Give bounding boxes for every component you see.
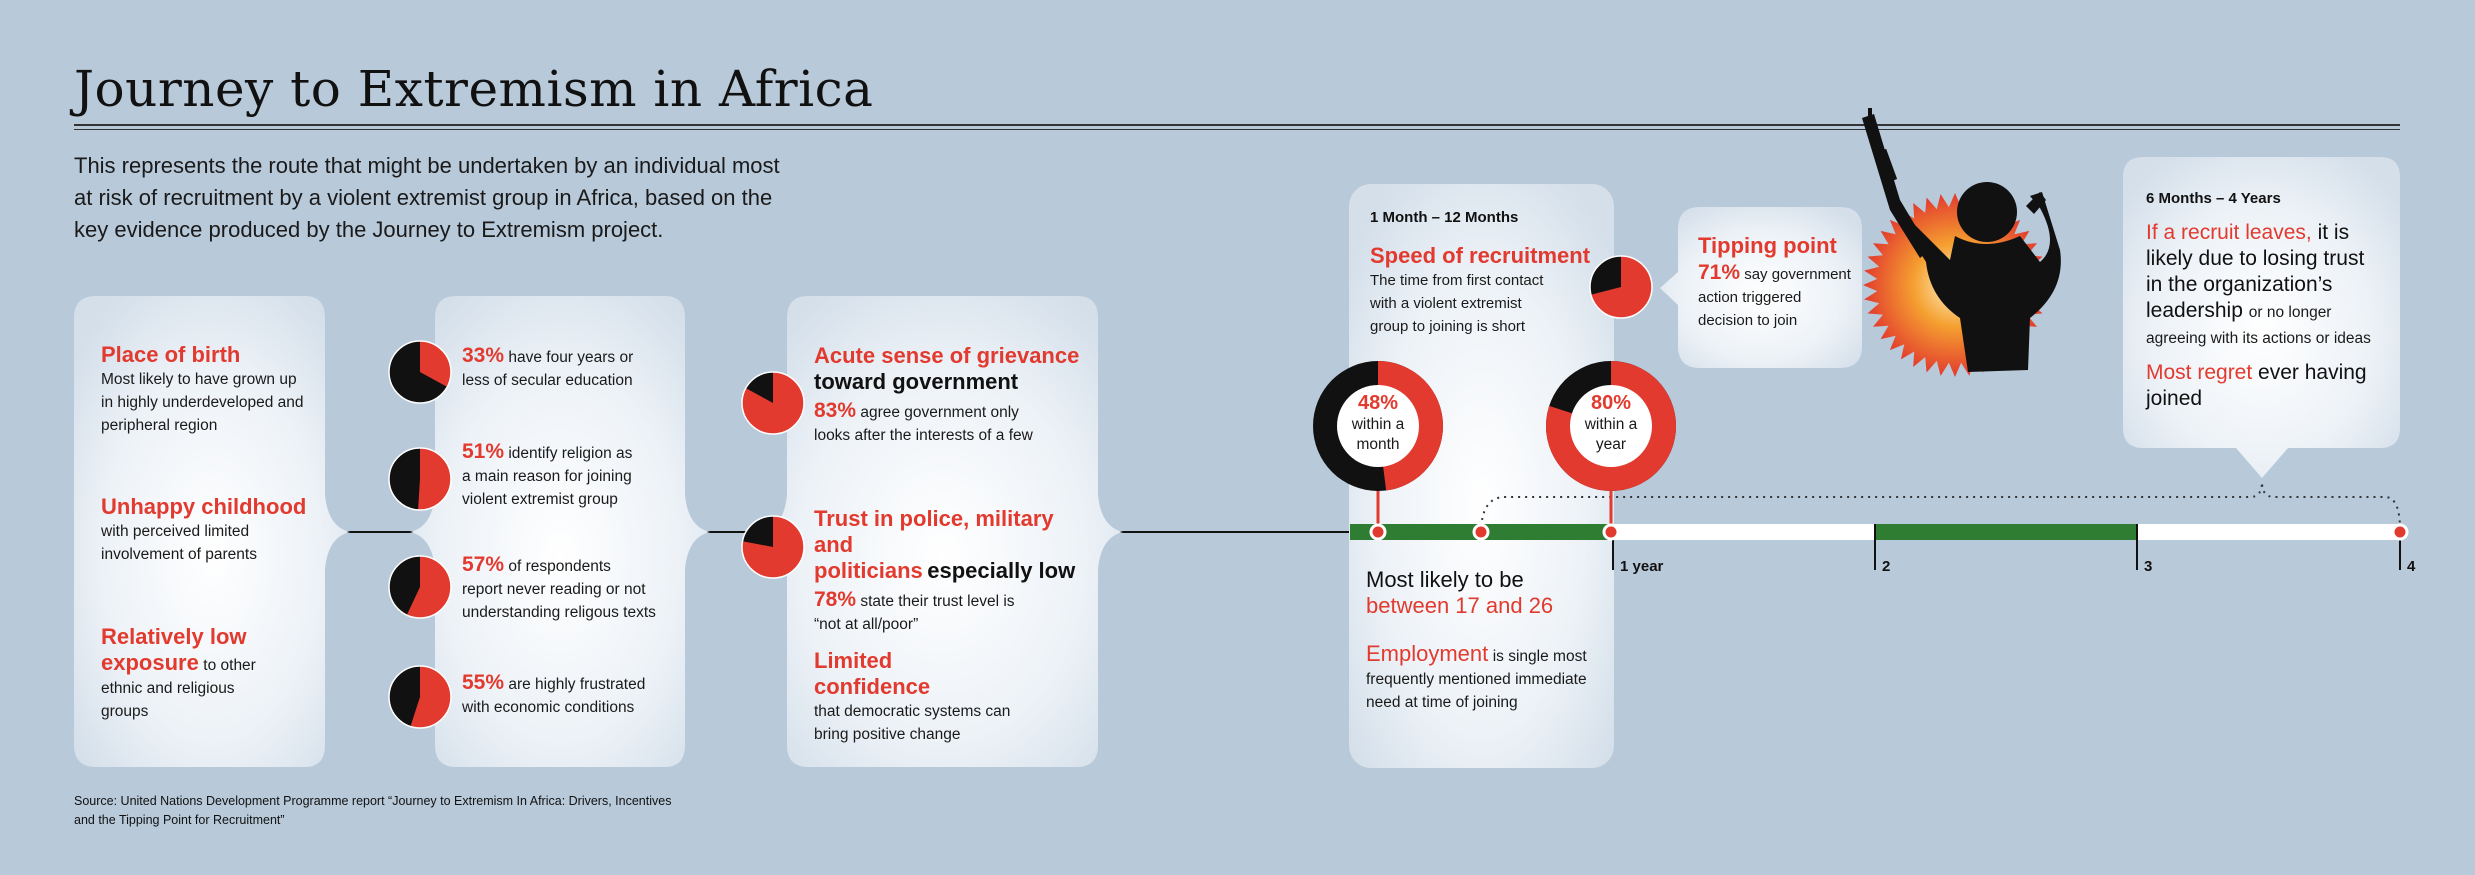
grievance-subtitle: toward government	[814, 369, 1019, 394]
tipping-text-a: say government	[1744, 266, 1851, 283]
unhappy-childhood-title: Unhappy childhood	[101, 494, 307, 519]
ring-year-label-b: year	[1595, 436, 1627, 453]
stat-texts-text-a: of respondents	[508, 558, 611, 575]
low-exposure-text-b: ethnic and religious groups	[101, 680, 235, 720]
unhappy-childhood-text: with perceived limited involvement of parents	[101, 523, 257, 563]
stat-education-text-b: less of secular education	[462, 372, 633, 389]
ring-month-label	[1318, 392, 1438, 455]
place-of-birth-block	[101, 342, 311, 437]
regret-text: ever having joined	[2146, 361, 2367, 410]
tipping-block	[1698, 233, 1858, 332]
trust-title-a: Trust in police, military and	[814, 506, 1054, 557]
place-of-birth-text: Most likely to have grown up in highly underdeveloped and peripheral region	[101, 371, 304, 434]
stat-religion-pct: 51%	[462, 440, 505, 463]
leave-red-text: If a recruit leaves,	[2146, 221, 2312, 244]
tipping-pct: 71%	[1698, 261, 1741, 284]
stat-texts	[462, 553, 662, 624]
stat-education-text-a: have four years or	[508, 349, 634, 366]
ring-year-label	[1551, 392, 1671, 455]
confidence-block	[814, 648, 1014, 746]
timeline-white-2	[2137, 524, 2400, 540]
employment-text-a: is single most	[1492, 648, 1587, 665]
page-title: Journey to Extremism in Africa	[74, 60, 874, 118]
ring-month-pct: 48%	[1357, 392, 1399, 414]
pie-grievance	[742, 372, 804, 434]
low-exposure-block	[101, 624, 311, 723]
trust-title-b: politicians	[814, 558, 923, 583]
grievance-title: Acute sense of grievance	[814, 343, 1080, 368]
leave-small-text: or no longer agreeing with its actions or ideas	[2146, 304, 2371, 347]
confidence-text: that democratic systems can bring positive change	[814, 703, 1011, 743]
grievance-text-b: looks after the interests of a few	[814, 427, 1033, 444]
age-text-a: Most likely to be	[1366, 567, 1524, 592]
speed-range: 1 Month – 12 Months	[1370, 209, 1519, 226]
employment-text-b: frequently mentioned immediate need at time of joining	[1366, 671, 1587, 711]
timeline-white-1	[1613, 524, 1875, 540]
ring-year-pct: 80%	[1590, 392, 1632, 414]
age-block	[1366, 567, 1596, 619]
trust-title-c: especially low	[927, 558, 1076, 583]
tipping-text-b: action triggered decision to join	[1698, 289, 1802, 329]
employment-title: Employment	[1366, 641, 1489, 666]
trust-text-a: state their trust level is	[860, 593, 1015, 610]
speed-block	[1370, 243, 1591, 338]
tipping-title: Tipping point	[1698, 233, 1837, 258]
ring-year-label-a: within a	[1584, 416, 1638, 433]
stat-education-pct: 33%	[462, 344, 505, 367]
pie-trust	[742, 516, 804, 578]
low-exposure-title-b: exposure	[101, 650, 199, 675]
timeline-dot	[1604, 525, 1618, 539]
grievance-block	[814, 343, 1094, 447]
trust-text-b: “not at all/poor”	[814, 616, 919, 633]
unhappy-childhood-block	[101, 494, 311, 566]
intro-text: This represents the route that might be undertaken by an individual most at risk of recruitment by a violent extremist group in Africa, based on the key evidence produced by the Journey to Extremism project.	[74, 153, 780, 242]
pie-tipping	[1590, 256, 1652, 318]
stat-religion	[462, 440, 652, 511]
low-exposure-text-a: to other	[203, 657, 256, 674]
axis-label-1-year: 1 year	[1620, 558, 1664, 575]
axis-label-3: 3	[2144, 558, 2153, 575]
stat-education	[462, 344, 662, 392]
ring-month-label-a: within a	[1351, 416, 1405, 433]
pie-texts	[389, 556, 451, 618]
stat-texts-text-b: report never reading or not understanding religous texts	[462, 581, 656, 621]
axis-label-4: 4	[2407, 558, 2416, 575]
timeline-dot	[1474, 525, 1488, 539]
place-of-birth-title: Place of birth	[101, 342, 241, 367]
trust-block	[814, 506, 1094, 636]
stat-religion-text-b: a main reason for joining violent extremist group	[462, 468, 632, 508]
leave-block	[2146, 220, 2386, 412]
timeline-dot	[1371, 525, 1385, 539]
stat-texts-pct: 57%	[462, 553, 505, 576]
pie-religion	[389, 448, 451, 510]
source-note: Source: United Nations Development Programme report “Journey to Extremism In Africa: Drivers, Incentives and the Tipping Point for Recruitment”	[74, 794, 672, 827]
speed-text: The time from first contact with a violent extremist group to joining is short	[1370, 272, 1544, 335]
grievance-pct: 83%	[814, 399, 857, 422]
stat-economic	[462, 671, 662, 719]
low-exposure-title-a: Relatively low	[101, 624, 247, 649]
ring-month-label-b: month	[1356, 436, 1400, 453]
timeline-dot	[2393, 525, 2407, 539]
pie-economic	[389, 666, 451, 728]
regret-red-text: Most regret	[2146, 361, 2253, 384]
grievance-text-a: agree government only	[860, 404, 1019, 421]
timeline-green-2	[1875, 524, 2137, 540]
confidence-title: Limited confidence	[814, 648, 931, 699]
employment-block	[1366, 641, 1596, 714]
pie-education	[389, 341, 451, 403]
stat-economic-text-a: are highly frustrated	[508, 676, 646, 693]
stat-economic-text-b: with economic conditions	[462, 699, 635, 716]
axis-label-2: 2	[1882, 558, 1891, 575]
leave-range: 6 Months – 4 Years	[2146, 190, 2281, 207]
age-text-b: between 17 and 26	[1366, 593, 1554, 618]
stat-economic-pct: 55%	[462, 671, 505, 694]
speed-title: Speed of recruitment	[1370, 243, 1591, 268]
trust-pct: 78%	[814, 588, 857, 611]
leave-text: it is likely due to losing trust in the organization’s leadership	[2146, 221, 2365, 322]
stat-religion-text-a: identify religion as	[508, 445, 633, 462]
